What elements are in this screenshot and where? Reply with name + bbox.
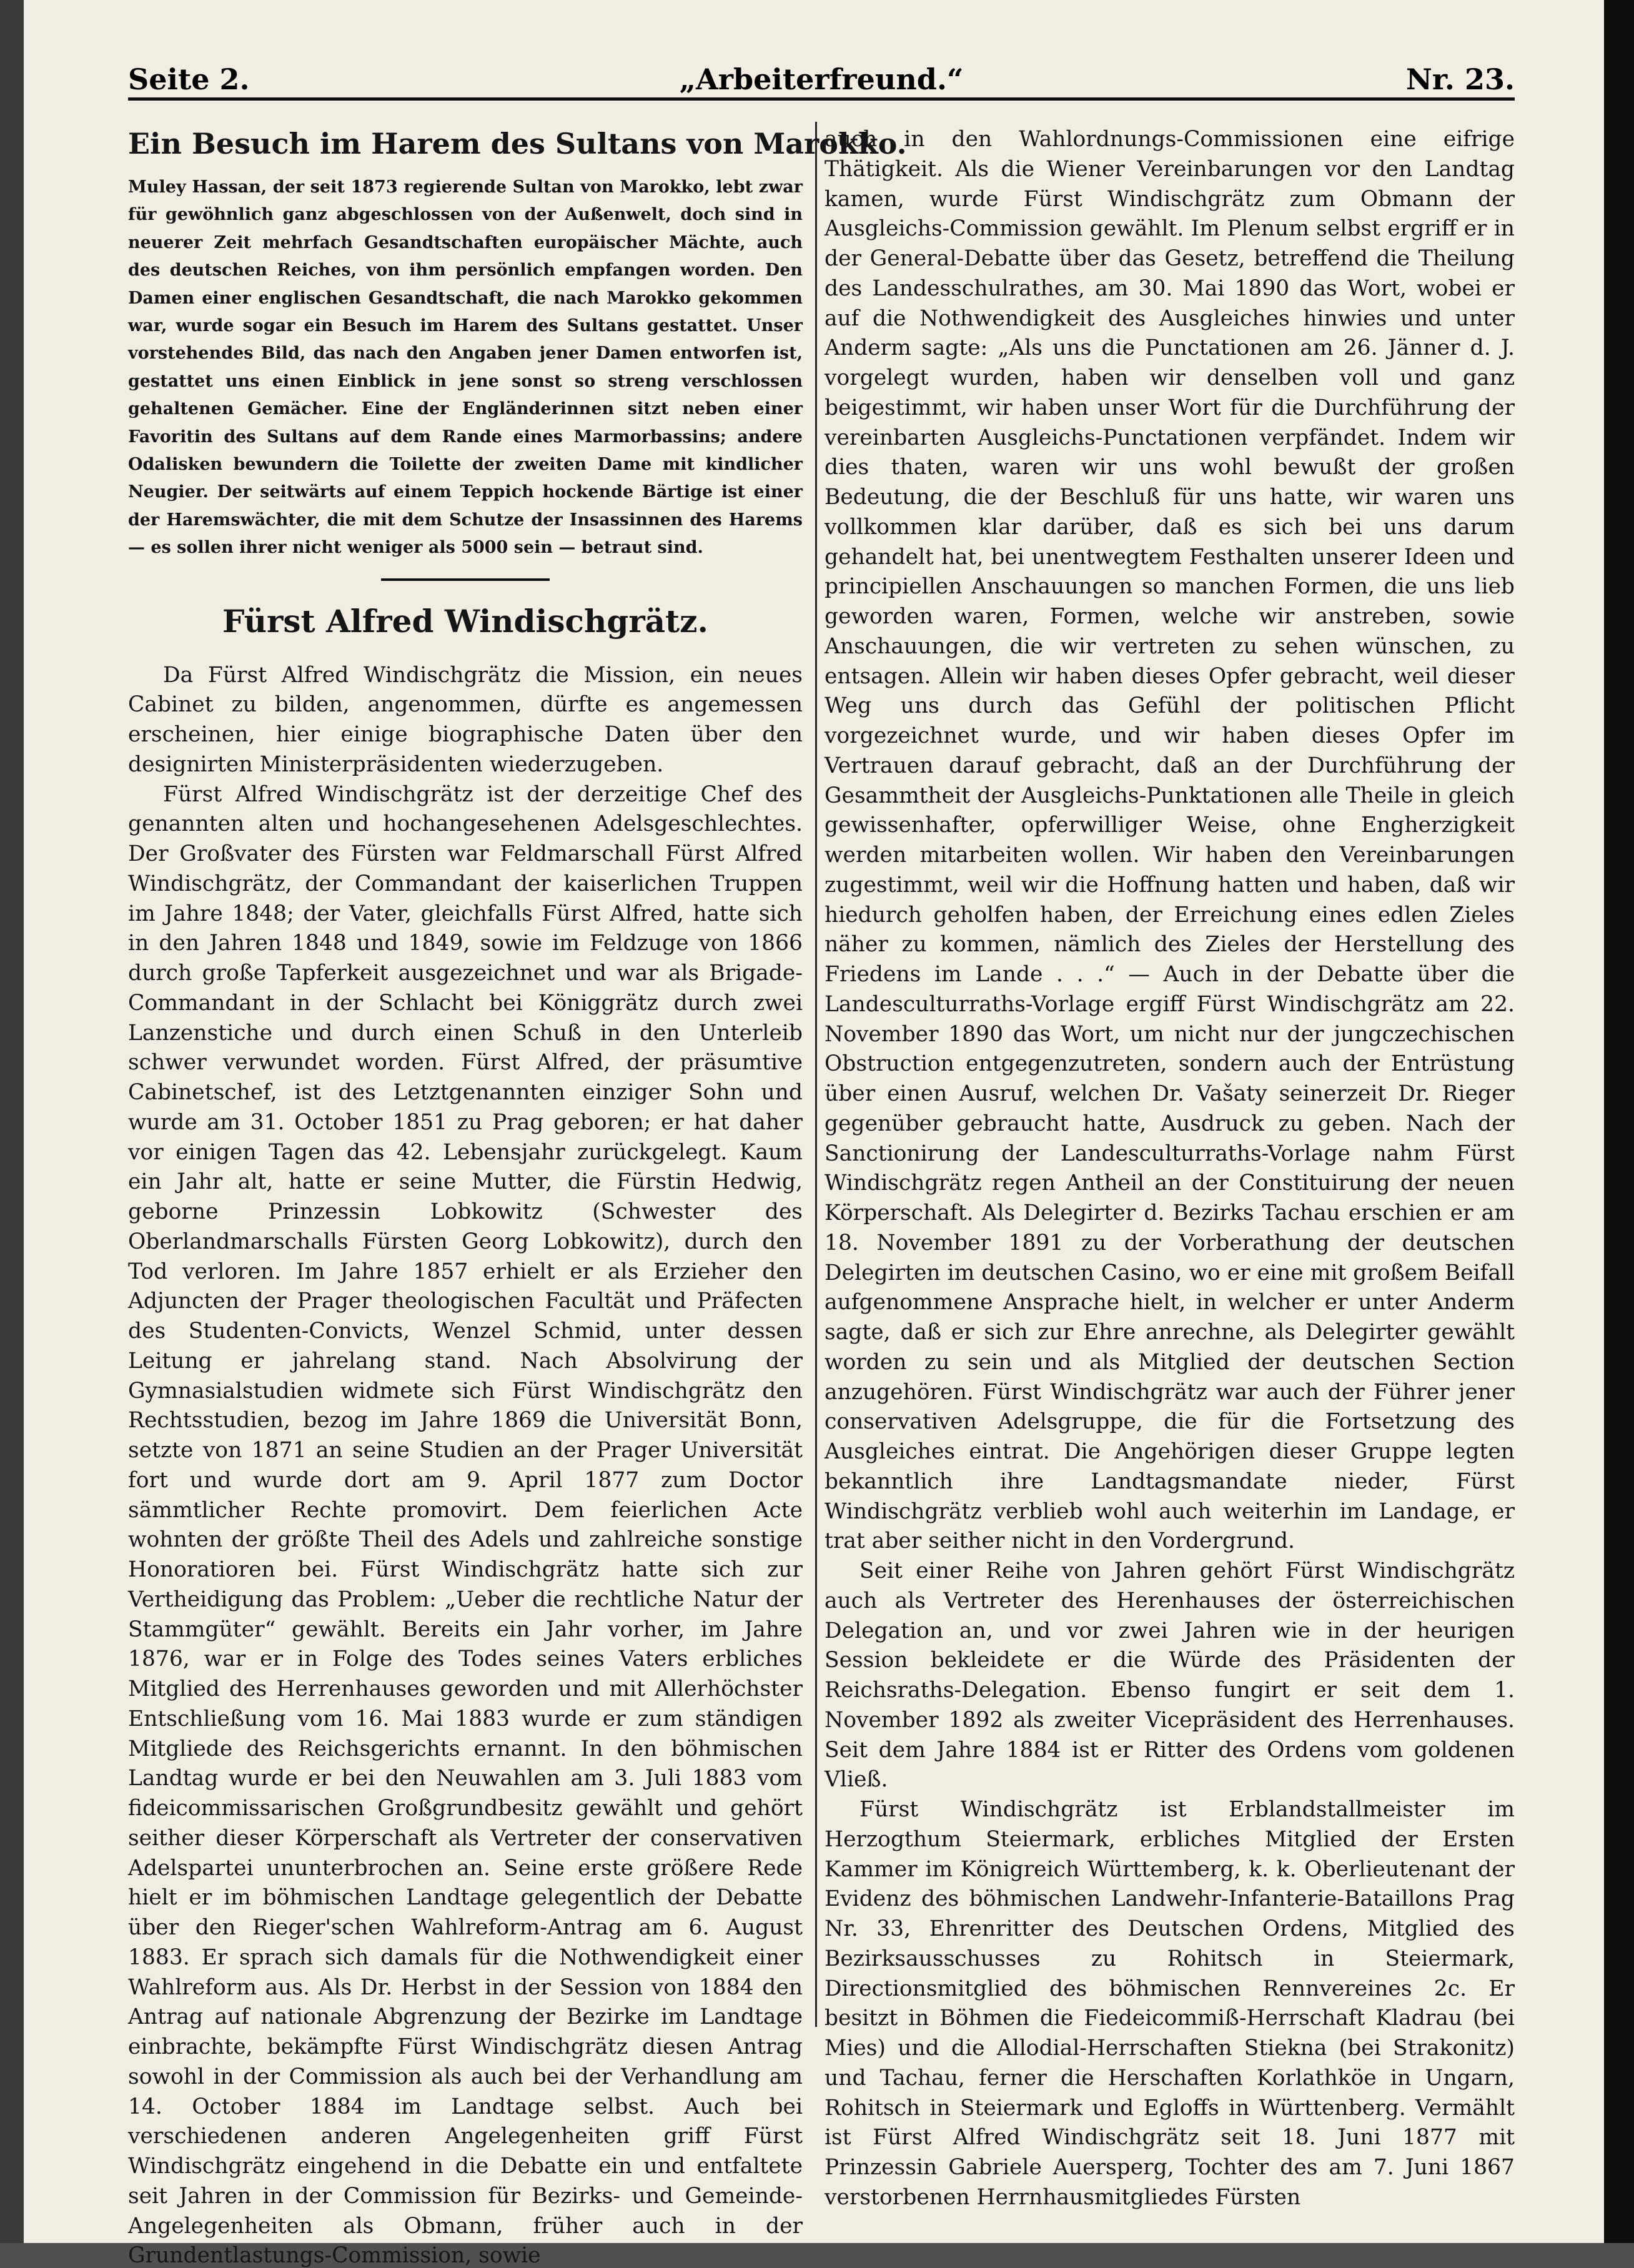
left-column (128, 125, 907, 2268)
windischgraetz-right-body (824, 125, 1515, 2213)
windischgraetz-article-title: Fürst Alfred Windischgrätz. (222, 602, 708, 640)
page-label: Seite 2. (128, 62, 250, 96)
header-rule (128, 97, 1515, 101)
paragraph: Da Fürst Alfred Windischgrätz die Mission, ein neues Cabinet zu bilden, angenommen, dürfte es angemessen erscheinen, hier einige biographische Daten über den designirten Ministerpräsidenten wiederzugeben. (128, 662, 803, 777)
column-divider (815, 122, 817, 2027)
right-column (824, 125, 1515, 2213)
issue-number: Nr. 23. (1405, 62, 1515, 96)
paragraph: Fürst Windischgrätz ist Erblandstallmeister im Herzogthum Steiermark, erbliches Mitglied der Ersten Kammer im Königreich Württemberg, k. k. Oberlieutenant der Evidenz des böhmischen Landwehr-Infanterie-Bataillons Prag Nr. 33, Ehrenritter des Deutschen Ordens, Mitglied des Bezirksausschusses zu Rohitsch in Steiermark, Directionsmitglied des böhmischen Rennvereines 2c. Er besitzt in Böhmen die Fiedeicommiß-Herrschaft Kladrau (bei Mies) und die Allodial-Herrschaften Stiekna (bei Strakonitz) und Tachau, ferner die Herschaften Korlathköe in Ungarn, Rohitsch in Steiermark und Egloffs in Württenberg. Vermählt ist Fürst Alfred Windischgrätz seit 18. Juni 1877 mit Prinzessin Gabriele Auersperg, Tochter des am 7. Juni 1867 verstorbenen Herrnhausmitgliedes Fürsten (824, 1797, 1515, 2210)
scan-border-left (0, 0, 24, 2268)
paragraph: auch in den Wahlordnungs-Commissionen eine eifrige Thätigkeit. Als die Wiener Vereinbarungen vor den Landtag kamen, wurde Fürst Windischgrätz zum Obmann der Ausgleichs-Commission gewählt. Im Plenum selbst ergriff er in der General-Debatte über das Gesetz, betreffend die Theilung des Landesschulrathes, am 30. Mai 1890 das Wort, wobei er auf die Nothwendigkeit des Ausgleiches hinwies und unter Anderm sagte: „Als uns die Punctationen am 26. Jänner d. J. vorgelegt wurden, haben wir denselben voll und ganz beigestimmt, wir haben unser Wort für die Durchführung der vereinbarten Ausgleichs-Punctationen verpfändet. Indem wir dies thaten, waren wir uns wohl bewußt der großen Bedeutung, die der Beschluß für uns hatte, wir waren uns vollkommen klar darüber, daß es sich bei uns darum gehandelt hat, bei unentwegtem Festhalten unserer Ideen und principiellen Anschauungen so manchen Formen, die uns lieb geworden waren, Formen, welche wir anstreben, sowie Anschauungen, die wir vertreten zu sehen wünschen, zu entsagen. Allein wir haben dieses Opfer gebracht, weil dieser Weg uns durch das Gefühl der politischen Pflicht vorgezeichnet wurde, und wir haben dieses Opfer im Vertrauen darauf gebracht, daß an der Durchführung der Gesammtheit der Ausgleichs-Punktationen alle Theile in gleich gewissenhafter, opferwilliger Weise, ohne Engherzigkeit werden mitarbeiten wollen. Wir haben den Vereinbarungen zugestimmt, weil wir die Hoffnung hatten und haben, daß wir hiedurch geholfen haben, der Erreichung eines edlen Zieles näher zu kommen, nämlich des Zieles der Herstellung des Friedens im Lande . . .“ — Auch in der Debatte über die Landesculturraths-Vorlage ergiff Fürst Windischgrätz am 22. November 1890 das Wort, um nicht nur der jungczechischen Obstruction entgegenzutreten, sondern auch der Entrüstung über einen Ausruf, welchen Dr. Vašaty seinerzeit Dr. Rieger gegenüber gebraucht hatte, Ausdruck zu geben. Nach der Sanctionirung der Landesculturraths-Vorlage nahm Fürst Windischgrätz regen Antheil an der Constituirung der neuen Körperschaft. Als Delegirter d. Bezirks Tachau erschien er am 18. November 1891 zu der Vorberathung der deutschen Delegirten im deutschen Casino, wo er eine mit großem Beifall aufgenommene Ansprache hielt, in welcher er unter Anderm sagte, daß er sich zur Ehre anrechne, als Delegirter gewählt worden zu sein und als Mitglied der deutschen Section anzugehören. Fürst Windischgrätz war auch der Führer jener conservativen Adelsgruppe, die für die Fortsetzung des Ausgleiches eintrat. Die Angehörigen dieser Gruppe legten bekanntlich ihre Landtagsmandate nieder, Fürst Windischgrätz verblieb wohl auch weiterhin im Landage, er trat aber seither nicht in den Vordergrund. (824, 127, 1515, 1554)
paragraph: Seit einer Reihe von Jahren gehört Fürst Windischgrätz auch als Vertreter des Herenhauses der österreichischen Delegation an, und vor zwei Jahren wie in der heurigen Session bekleidete er die Würde des Präsidenten der Reichsraths-Delegation. Ebenso fungirt er seit dem 1. November 1892 als zweiter Vicepräsident des Herrenhauses. Seit dem Jahre 1884 ist er Ritter des Ordens vom goldenen Vließ. (824, 1558, 1515, 1793)
harem-article-text: Muley Hassan, der seit 1873 regierende Sultan von Marokko, lebt zwar für gewöhnlich ganz abgeschlossen von der Außenwelt, doch sind in neuerer Zeit mehrfach Gesandtschaften europäischer Mächte, auch des deutschen Reiches, von ihm persönlich empfangen worden. Den Damen einer englischen Gesandtschaft, die nach Marokko gekommen war, wurde sogar ein Besuch im Harem des Sultans gestattet. Unser vorstehendes Bild, das nach den Angaben jener Damen entworfen ist, gestattet uns einen Einblick in jene sonst so streng verschlossen gehaltenen Gemächer. Eine der Engländerinnen sitzt neben einer Favoritin des Sultans auf dem Rande eines Marmorbassins; andere Odalisken bewundern die Toilette der zweiten Dame mit kindlicher Neugier. Der seitwärts auf einem Teppich hockende Bärtige ist einer der Haremswächter, die mit dem Schutze der Insassinnen des Harems — es sollen ihrer nicht weniger als 5000 sein — betraut sind. (128, 177, 803, 558)
windischgraetz-left-body (128, 661, 803, 2268)
article-separator (381, 578, 550, 581)
paragraph: Fürst Alfred Windischgrätz ist der derzeitige Chef des genannten alten und hochangesehenen Adelsgeschlechtes. Der Großvater des Fürsten war Feldmarschall Fürst Alfred Windischgrätz, der Commandant der kaiserlichen Truppen im Jahre 1848; der Vater, gleichfalls Fürst Alfred, hatte sich in den Jahren 1848 und 1849, sowie im Feldzuge von 1866 durch große Tapferkeit ausgezeichnet und war als Brigade-Commandant in der Schlacht bei Königgrätz durch zwei Lanzenstiche und durch einen Schuß in den Unterleib schwer verwundet worden. Fürst Alfred, der präsumtive Cabinetschef, ist des Letztgenannten einziger Sohn und wurde am 31. October 1851 zu Prag geboren; er hat daher vor einigen Tagen das 42. Lebensjahr zurückgelegt. Kaum ein Jahr alt, hatte er seine Mutter, die Fürstin Hedwig, geborne Prinzessin Lobkowitz (Schwester des Oberlandmarschalls Fürsten Georg Lobkowitz), durch den Tod verloren. Im Jahre 1857 erhielt er als Erzieher den Adjuncten der Prager theologischen Facultät und Präfecten des Studenten-Convicts, Wenzel Schmid, unter dessen Leitung er jahrelang stand. Nach Absolvirung der Gymnasialstudien widmete sich Fürst Windischgrätz den Rechtsstudien, bezog im Jahre 1869 die Universität Bonn, setzte von 1871 an seine Studien an der Prager Universität fort und wurde dort am 9. April 1877 zum Doctor sämmtlicher Rechte promovirt. Dem feierlichen Acte wohnten der größte Theil des Adels und zahlreiche sonstige Honoratioren bei. Fürst Windischgrätz hatte sich zur Vertheidigung das Problem: „Ueber die rechtliche Natur der Stammgüter“ gewählt. Bereits ein Jahr vorher, im Jahre 1876, war er in Folge des Todes seines Vaters erbliches Mitglied des Herrenhauses geworden und mit Allerhöchster Entschließung vom 16. Mai 1883 wurde er zum ständigen Mitgliede des Reichsgerichts ernannt. In den böhmischen Landtag wurde er bei den Neuwahlen am 3. Juli 1883 vom fideicommissarischen Großgrundbesitz gewählt und gehört seither dieser Körperschaft als Vertreter der conservativen Adelspartei ununterbrochen an. Seine erste größere Rede hielt er im böhmischen Landtage gelegentlich der Debatte über den Rieger'schen Wahlreform-Antrag am 6. August 1883. Er sprach sich damals für die Nothwendigkeit einer Wahlreform aus. Als Dr. Herbst in der Session von 1884 den Antrag auf nationale Abgrenzung der Bezirke im Landtage einbrachte, bekämpfte Fürst Windischgrätz diesen Antrag sowohl in der Commission als auch bei der Verhandlung am 14. October 1884 im Landtage selbst. Auch bei verschiedenen anderen Angelegenheiten griff Fürst Windischgrätz eingehend in die Debatte ein und entfaltete seit Jahren in der Commission für Bezirks- und Gemeinde-Angelegenheiten als Obmann, früher auch in der Grundentlastungs-Commission, sowie (128, 781, 803, 2268)
newspaper-title: „Arbeiterfreund.“ (679, 62, 964, 96)
harem-article-title: Ein Besuch im Harem des Sultans von Marokko. (128, 127, 907, 161)
scan-border-right (1604, 0, 1634, 2268)
